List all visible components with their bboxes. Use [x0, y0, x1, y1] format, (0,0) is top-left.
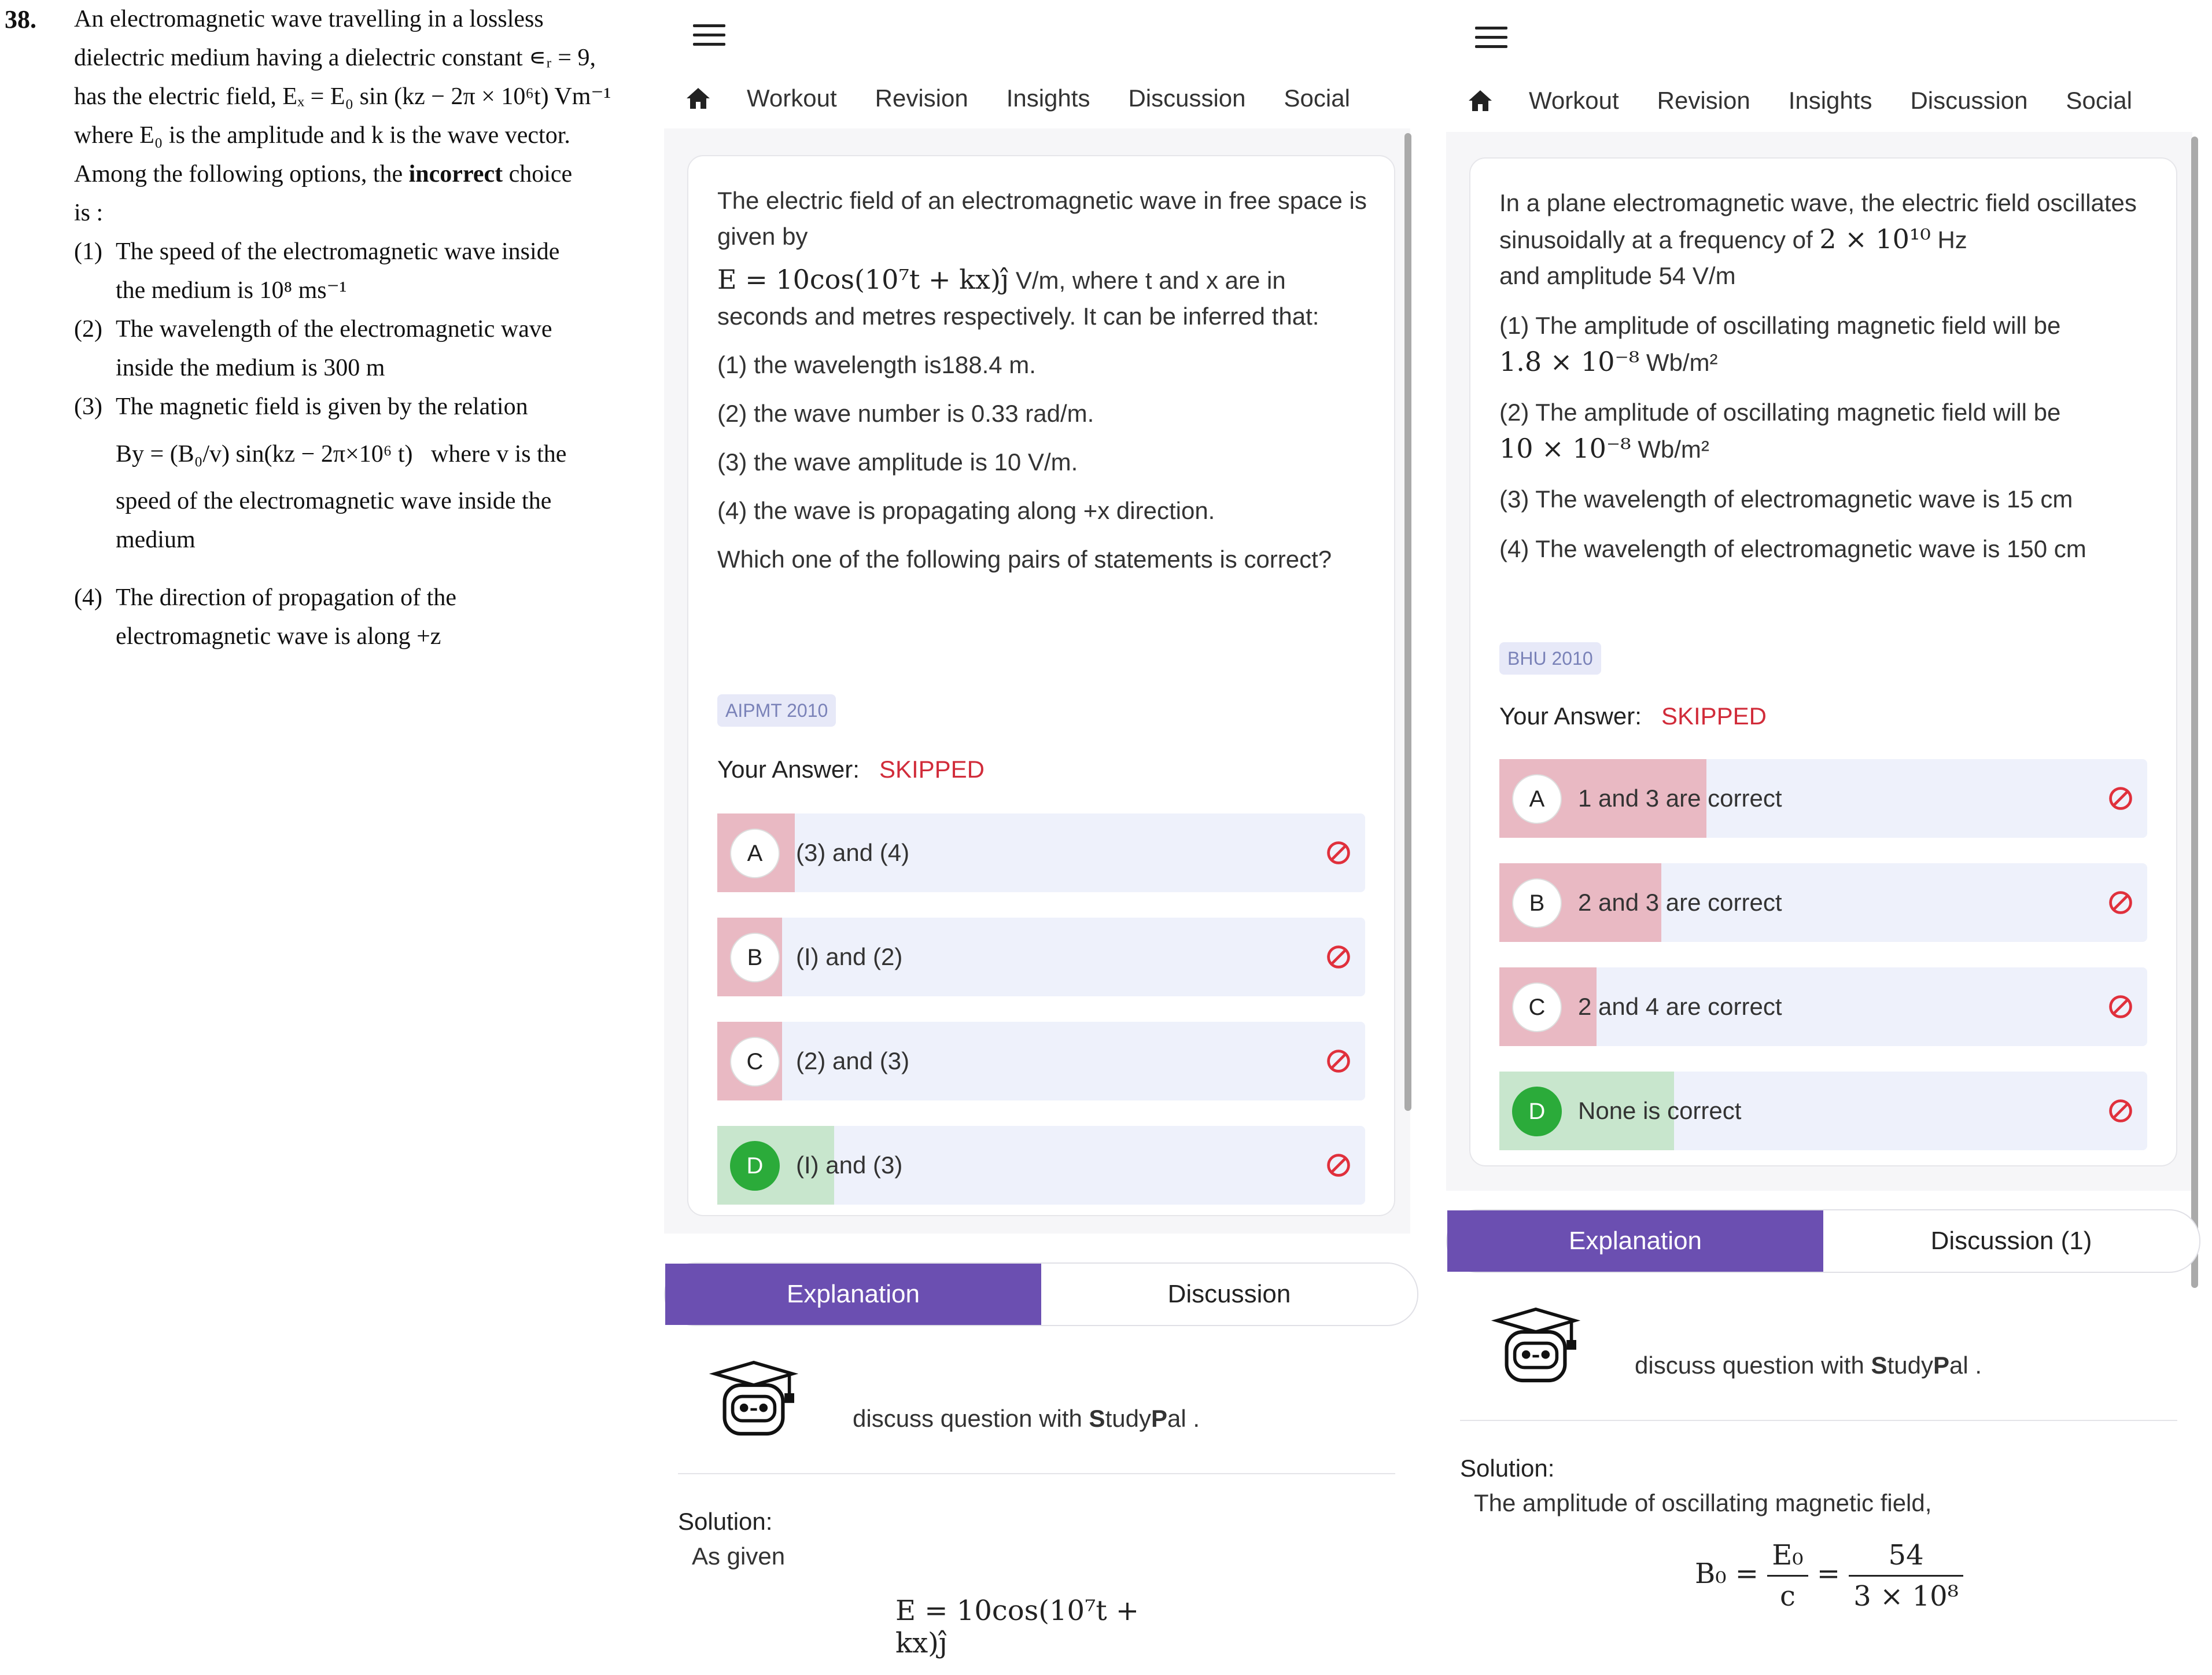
home-icon[interactable] — [1466, 87, 1494, 115]
option-text: (I) and (3) — [796, 1151, 903, 1179]
option-d[interactable] — [1499, 1072, 2147, 1150]
option-letter: A — [730, 829, 780, 878]
option-letter: C — [1512, 982, 1562, 1032]
question-card — [1469, 157, 2177, 1166]
tab-explanation[interactable]: Explanation — [1447, 1210, 1823, 1272]
nav-revision[interactable]: Revision — [1657, 87, 1750, 114]
option-b[interactable] — [1499, 863, 2147, 942]
option-text: (3) and (4) — [796, 839, 910, 866]
question-stem: An electromagnetic wave travelling in a lossless dielectric medium having a dielectric constant ∊ᵣ = 9, has the electric field, Eₓ = E₀ sin (kz − 2π × 10⁶t) Vm⁻¹ where E₀ is the amplitude and k is the wave vector. Among the following options, the incorrect choice is : — [74, 6, 611, 226]
option-letter: A — [1512, 774, 1562, 824]
your-answer: Your Answer: SKIPPED — [1499, 702, 1767, 730]
studypal-bot-icon — [1487, 1308, 1585, 1389]
nav-workout[interactable]: Workout — [747, 84, 837, 112]
textbook-option-2: (2) The wavelength of the electromagnetic wave inside the medium is 300 m — [74, 316, 552, 381]
option-d[interactable] — [717, 1126, 1365, 1205]
option-text: None is correct — [1578, 1097, 1742, 1124]
question-text: In a plane electromagnetic wave, the electric field oscillates sinusoidally at a frequency of 2 × 10¹⁰ Hz and amplitude 54 V/m (1) The amplitude of oscillating magnetic field will be 1.8 × 10⁻⁸ Wb/m² (2) The amplitude of oscillating magnetic field will be 10 × 10⁻⁸ Wb/m² (3) The wavelength of electromagnetic wave is 15 cm (4) The wavelength of electromagnetic wave is 150 cm — [1499, 189, 2137, 562]
nav-insights[interactable]: Insights — [1788, 87, 1872, 114]
option-text: 2 and 4 are correct — [1578, 993, 1782, 1020]
nav-discussion[interactable]: Discussion — [1910, 87, 2028, 114]
ban-icon — [2108, 1098, 2133, 1124]
scrollbar[interactable] — [1404, 133, 1411, 1111]
ban-icon — [1326, 944, 1351, 970]
studypal-bot-icon — [705, 1361, 803, 1442]
textbook-question — [0, 0, 642, 694]
nav-social[interactable]: Social — [2066, 87, 2132, 114]
question-number: 38. — [5, 5, 36, 34]
nav-social[interactable]: Social — [1284, 84, 1350, 112]
option-letter: D — [730, 1141, 780, 1191]
option-text: 2 and 3 are correct — [1578, 889, 1782, 916]
option-a[interactable] — [1499, 759, 2147, 838]
electric-field-formula: E = 10cos(10⁷t + kx)ĵ — [717, 264, 1009, 295]
explanation-tabs — [1446, 1209, 2200, 1273]
exam-tag: AIPMT 2010 — [717, 694, 836, 727]
textbook-option-3: (3) The magnetic field is given by the relation By = (B₀/v) sin(kz − 2π×10⁶ t) where v is the speed of the electromagnetic wave inside the medium — [74, 393, 567, 553]
solution-label: Solution: — [1460, 1455, 1555, 1482]
exam-tag: BHU 2010 — [1499, 642, 1601, 675]
studypal-link[interactable]: discuss question with StudyPal . — [1487, 1308, 2181, 1389]
solution-text: As given — [692, 1543, 786, 1570]
option-text: (2) and (3) — [796, 1047, 910, 1074]
ban-icon — [1326, 1153, 1351, 1178]
textbook-option-4: (4) The direction of propagation of the electromagnetic wave is along +z — [74, 584, 456, 650]
option-a[interactable] — [717, 813, 1365, 892]
option-text: 1 and 3 are correct — [1578, 785, 1782, 812]
nav-workout[interactable]: Workout — [1529, 87, 1619, 114]
ban-icon — [2108, 786, 2133, 811]
ban-icon — [1326, 840, 1351, 866]
tab-discussion[interactable]: Discussion — [1167, 1280, 1291, 1308]
option-letter: B — [1512, 878, 1562, 928]
solution-formula: B₀ = $\frac{\text{E₀}}{c}$ = $\frac{54}{\text{3 × 10⁸}}$ — [1695, 1539, 1963, 1613]
studypal-link[interactable]: discuss question with StudyPal . — [705, 1361, 1399, 1442]
option-letter: D — [1512, 1087, 1562, 1136]
answer-status: SKIPPED — [879, 756, 985, 783]
your-answer: Your Answer: SKIPPED — [717, 756, 985, 783]
hamburger-icon[interactable] — [693, 24, 725, 46]
ban-icon — [1326, 1048, 1351, 1074]
top-nav — [664, 69, 1422, 127]
option-text: (I) and (2) — [796, 943, 903, 970]
solution-formula-clipped: E = 10cos(10⁷t + kx)ĵ — [895, 1595, 1140, 1659]
top-nav — [1446, 72, 2204, 130]
option-b[interactable] — [717, 918, 1365, 996]
tab-discussion[interactable]: Discussion (1) — [1930, 1227, 2092, 1255]
ban-icon — [2108, 994, 2133, 1019]
frequency-value: 2 × 10¹⁰ — [1819, 223, 1931, 255]
option-letter: B — [730, 933, 780, 982]
divider — [1460, 1420, 2177, 1421]
solution-text: The amplitude of oscillating magnetic field, — [1474, 1489, 1932, 1516]
question-text: The electric field of an electromagnetic wave in free space is given by E = 10cos(10⁷t + kx)ĵ V/m, where t and x are in seconds and metres respectively. It can be inferred that: (1) the wavelength is188.4 m. (2) the wave number is 0.33 rad/m. (3) the wave amplitude is 10 V/m. (4) the wave is propagating along +x direction. Which one of the following pairs of statements is correct? — [717, 187, 1367, 573]
nav-insights[interactable]: Insights — [1006, 84, 1090, 112]
app-panel-2 — [1446, 0, 2204, 1675]
tab-explanation[interactable]: Explanation — [665, 1264, 1041, 1325]
app-panel-1 — [664, 0, 1422, 1675]
solution-label: Solution: — [678, 1508, 773, 1535]
textbook-option-1: (1) The speed of the electromagnetic wave inside the medium is 10⁸ ms⁻¹ — [74, 238, 560, 304]
option-letter: C — [730, 1037, 780, 1087]
nav-revision[interactable]: Revision — [875, 84, 968, 112]
divider — [678, 1473, 1395, 1474]
explanation-tabs — [664, 1262, 1418, 1326]
nav-discussion[interactable]: Discussion — [1128, 84, 1246, 112]
ban-icon — [2108, 890, 2133, 915]
scrollbar[interactable] — [2191, 137, 2198, 1288]
answer-status: SKIPPED — [1661, 702, 1767, 730]
option-c[interactable] — [1499, 967, 2147, 1046]
home-icon[interactable] — [684, 84, 712, 112]
magnetic-field-formula: By = (B₀/v) sin(kz − 2π×10⁶ t) — [116, 441, 413, 467]
hamburger-icon[interactable] — [1475, 27, 1507, 49]
option-c[interactable] — [717, 1022, 1365, 1100]
question-card — [687, 155, 1395, 1216]
